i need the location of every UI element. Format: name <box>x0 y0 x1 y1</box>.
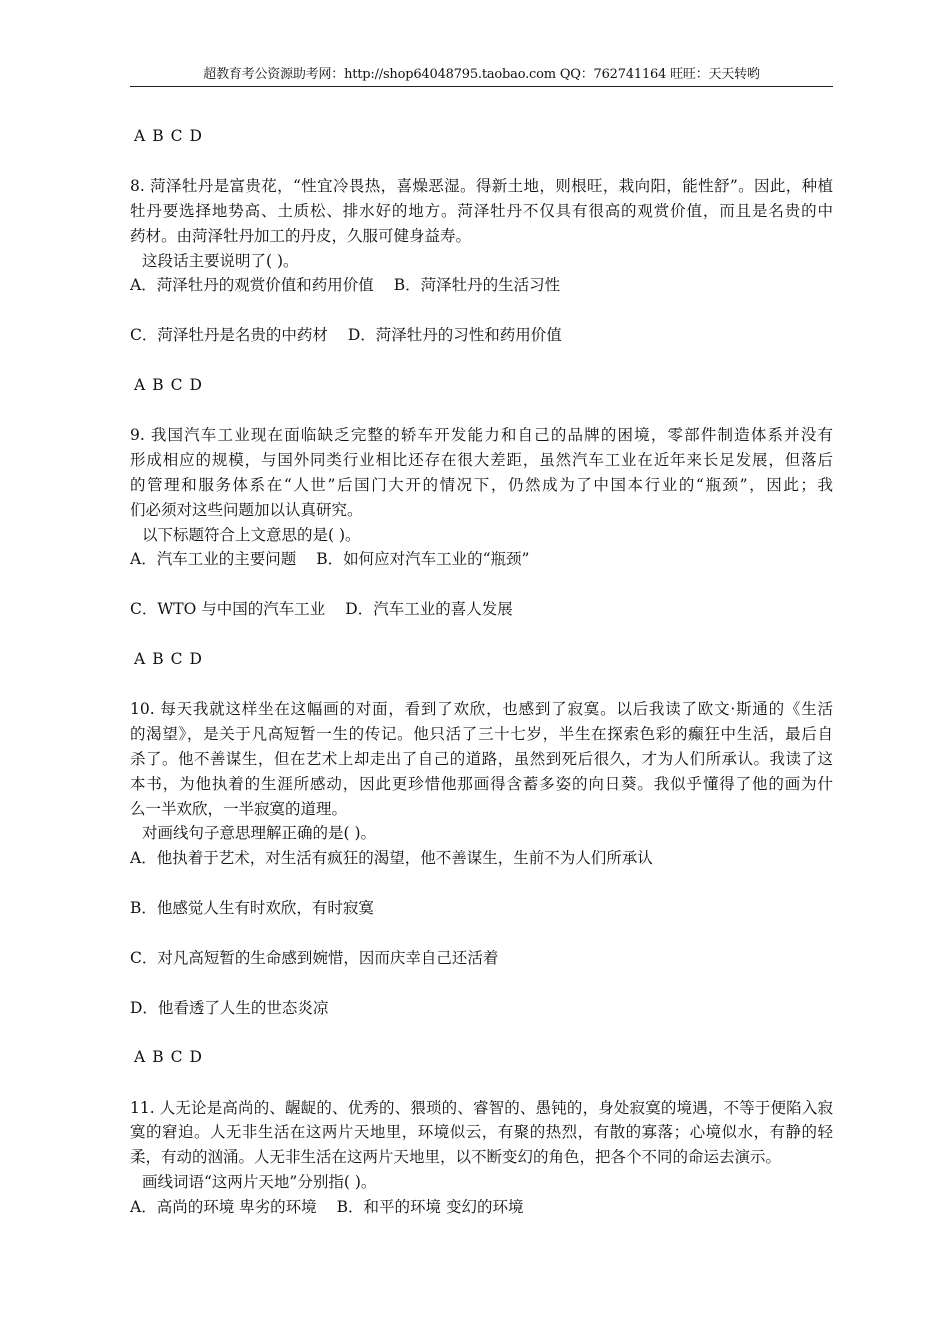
options-row <box>130 273 833 297</box>
answer-choices <box>134 1045 837 1069</box>
choice-b[interactable]: B <box>152 127 164 145</box>
choice-d[interactable]: D <box>189 650 202 668</box>
option-b[interactable]: B．他感觉人生有时欢欣，有时寂寞 <box>130 899 374 917</box>
choice-a[interactable]: A <box>134 1048 146 1066</box>
choice-c[interactable]: C <box>170 376 183 394</box>
option-c[interactable]: C．WTO 与中国的汽车工业 <box>130 600 326 618</box>
passage-line: 9. 我国汽车工业现在面临缺乏完整的轿车开发能力和自己的品牌的困境，零部件制造体系并没有 <box>130 426 833 444</box>
question-prompt: 对画线句子意思理解正确的是( )。 <box>142 824 377 842</box>
option-c[interactable]: C．菏泽牡丹是名贵的中药材 <box>130 326 328 344</box>
option-b[interactable]: B．菏泽牡丹的生活习性 <box>393 276 561 294</box>
option-a[interactable]: A．高尚的环境 卑劣的环境 <box>130 1198 317 1216</box>
option-d[interactable]: D．菏泽牡丹的习性和药用价值 <box>347 326 562 344</box>
option-a[interactable]: A．他执着于艺术，对生活有疯狂的渴望，他不善谋生，生前不为人们所承认 <box>130 849 653 867</box>
passage-line: 寞的窘迫。人无非生活在这两片天地里，环境似云，有聚的热烈，有散的寡落；心境似水，有静的轻 <box>130 1123 833 1141</box>
choice-c[interactable]: C <box>170 1048 183 1066</box>
passage-line: 们必须对这些问题加以认真研究。 <box>130 501 363 519</box>
option-a[interactable]: A．菏泽牡丹的观赏价值和药用价值 <box>130 276 374 294</box>
passage-line: 的管理和服务体系在“人世”后国门大开的情况下，仍然成为了中国本行业的“瓶颈”，因此；我 <box>130 476 833 494</box>
passage-line: 么一半欢欣，一半寂寞的道理。 <box>130 800 348 818</box>
choice-d[interactable]: D <box>189 1048 202 1066</box>
options-row <box>130 323 833 347</box>
passage-line: 药材。由菏泽牡丹加工的丹皮，久服可健身益寿。 <box>130 227 472 245</box>
passage-line: 的渴望》，是关于凡高短暂一生的传记。他只活了三十七岁，半生在探索色彩的癫狂中生活，最后自 <box>130 725 833 743</box>
passage-line: 8. 菏泽牡丹是富贵花，“性宜冷畏热，喜燥恶湿。得新土地，则根旺，栽向阳，能性舒”。因此，种植 <box>130 177 833 195</box>
options-row <box>130 597 833 621</box>
page-header: 超教育考公资源助考网：http://shop64048795.taobao.com QQ：762741164 旺旺：天天转哟 <box>130 64 833 87</box>
passage-line: 杀了。他不善谋生，但在艺术上却走出了自己的道路，虽然到死后很久，才为人们所承认。我读了这 <box>130 750 833 768</box>
choice-c[interactable]: C <box>170 650 183 668</box>
passage-line: 本书，为他执着的生涯所感动，因此更珍惜他那画得含蓄多姿的向日葵。我似乎懂得了他的画为什 <box>130 775 833 793</box>
passage-line: 11. 人无论是高尚的、龌龊的、优秀的、猥琐的、睿智的、愚钝的，身处寂寞的境遇，不等于便陷入寂 <box>130 1099 833 1117</box>
choice-b[interactable]: B <box>152 1048 164 1066</box>
question-prompt: 这段话主要说明了( )。 <box>142 252 299 270</box>
option-d[interactable]: D．他看透了人生的世态炎凉 <box>130 999 329 1017</box>
passage-line: 10. 每天我就这样坐在这幅画的对面，看到了欢欣，也感到了寂寞。以后我读了欧文·斯通的《生活 <box>130 700 833 718</box>
answer-choices <box>134 124 837 148</box>
passage-line: 牡丹要选择地势高、土质松、排水好的地方。菏泽牡丹不仅具有很高的观赏价值，而且是名贵的中 <box>130 202 833 220</box>
choice-b[interactable]: B <box>152 376 164 394</box>
question-prompt: 画线词语“这两片天地”分别指( )。 <box>142 1173 377 1191</box>
choice-d[interactable]: D <box>189 376 202 394</box>
choice-b[interactable]: B <box>152 650 164 668</box>
option-a[interactable]: A．汽车工业的主要问题 <box>130 550 297 568</box>
options-row <box>130 1195 833 1219</box>
passage-line: 柔，有动的汹涌。人无非生活在这两片天地里，以不断变幻的角色，把各个不同的命运去演示。 <box>130 1148 782 1166</box>
option-d[interactable]: D．汽车工业的喜人发展 <box>345 600 513 618</box>
option-b[interactable]: B．如何应对汽车工业的“瓶颈” <box>316 550 530 568</box>
choice-a[interactable]: A <box>134 376 146 394</box>
option-b[interactable]: B．和平的环境 变幻的环境 <box>336 1198 524 1216</box>
choice-a[interactable]: A <box>134 127 146 145</box>
choice-c[interactable]: C <box>170 127 183 145</box>
option-c[interactable]: C．对凡高短暂的生命感到婉惜，因而庆幸自己还活着 <box>130 949 499 967</box>
question-prompt: 以下标题符合上文意思的是( )。 <box>142 526 361 544</box>
answer-choices <box>134 647 837 671</box>
passage-line: 形成相应的规模，与国外同类行业相比还存在很大差距，虽然汽车工业在近年来长足发展，但落后 <box>130 451 833 469</box>
choice-a[interactable]: A <box>134 650 146 668</box>
options-row <box>130 547 833 571</box>
choice-d[interactable]: D <box>189 127 202 145</box>
answer-choices <box>134 373 837 397</box>
